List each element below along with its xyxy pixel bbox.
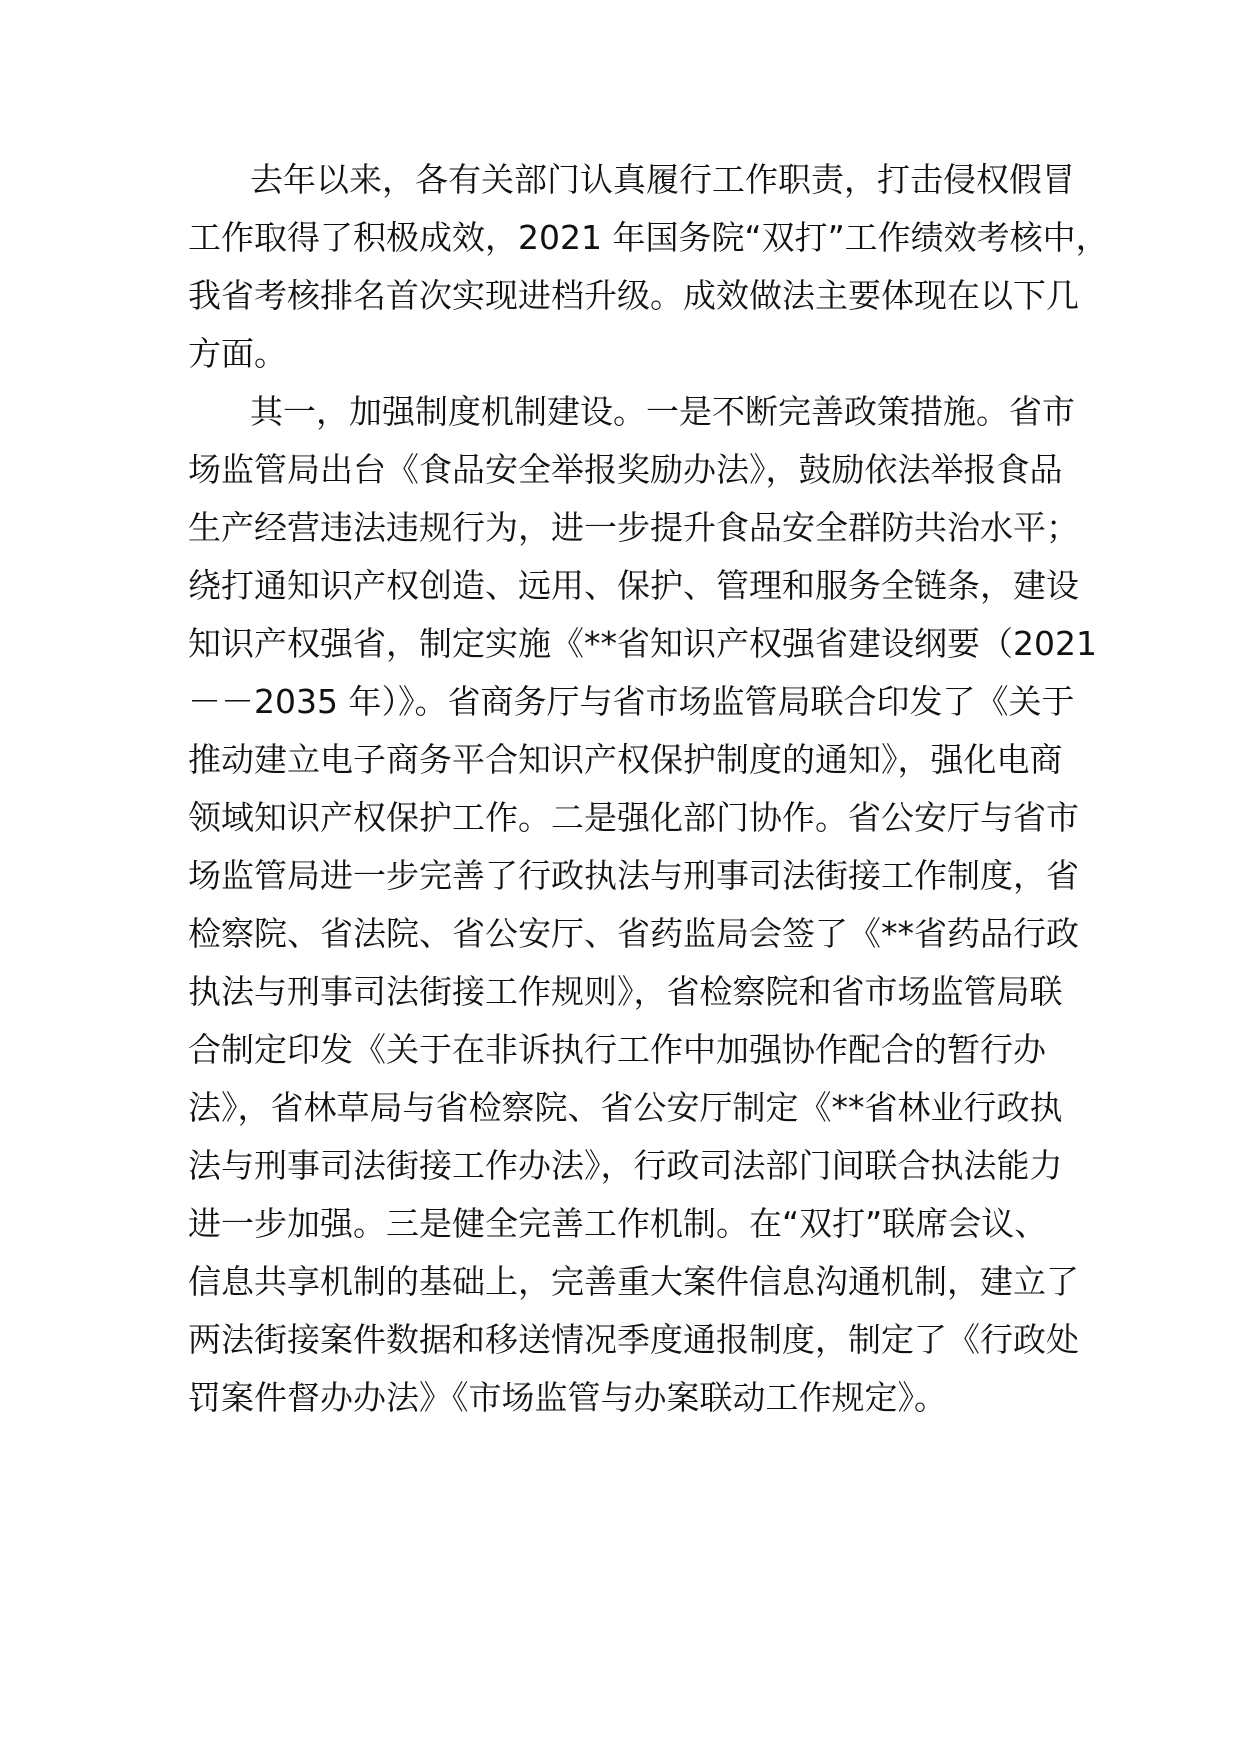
paragraph-2-line-8: 领域知识产权保护工作。二是强化部门协作。省公安厅与省市: [188, 798, 1079, 837]
paragraph-1-line-1: 去年以来，各有关部门认真履行工作职责，打击侵权假冒: [250, 160, 1075, 199]
paragraph-1-line-2: 工作取得了积极成效，2021 年国务院“双打”工作绩效考核中，: [188, 218, 1109, 257]
paragraph-2-line-14: 法与刑事司法街接工作办法》，行政司法部门间联合执法能力: [188, 1146, 1063, 1185]
paragraph-2-line-16: 信息共享机制的基础上，完善重大案件信息沟通机制，建立了: [188, 1262, 1079, 1301]
paragraph-1-line-4: 方面。: [188, 334, 287, 373]
paragraph-2-line-2: 场监管局出台《食品安全举报奖励办法》，鼓励依法举报食品: [188, 450, 1063, 489]
paragraph-2-line-18: 罚案件督办办法》《市场监管与办案联动工作规定》。: [188, 1378, 947, 1417]
paragraph-2-line-4: 绕打通知识产权创造、远用、保护、管理和服务全链条，建设: [188, 566, 1079, 605]
paragraph-2-line-15: 进一步加强。三是健全完善工作机制。在“双打”联席会议、: [188, 1204, 1048, 1243]
paragraph-2-line-17: 两法街接案件数据和移送情况季度通报制度，制定了《行政处: [188, 1320, 1079, 1359]
paragraph-1-line-3: 我省考核排名首次实现进档升级。成效做法主要体现在以下几: [188, 276, 1079, 315]
paragraph-2-line-3: 生产经营违法违规行为，进一步提升食品安全群防共治水平；: [188, 508, 1079, 547]
paragraph-2-line-10: 检察院、省法院、省公安厅、省药监局会签了《**省药品行政: [188, 914, 1079, 953]
paragraph-2-line-6: －－2035 年）》。省商务厅与省市场监管局联合印发了《关于: [188, 682, 1075, 721]
paragraph-2-line-7: 推动建立电子商务平合知识产权保护制度的通知》，强化电商: [188, 740, 1063, 779]
paragraph-2-line-13: 法》，省林草局与省检察院、省公安厅制定《**省林业行政执: [188, 1088, 1063, 1127]
paragraph-2-line-12: 合制定印发《关于在非诉执行工作中加强协作配合的暂行办: [188, 1030, 1046, 1069]
paragraph-2-line-9: 场监管局进一步完善了行政执法与刑事司法街接工作制度，省: [188, 856, 1079, 895]
paragraph-2-line-11: 执法与刑事司法街接工作规则》，省检察院和省市场监管局联: [188, 972, 1063, 1011]
paragraph-2-line-5: 知识产权强省，制定实施《**省知识产权强省建设纲要（2021: [188, 624, 1097, 663]
paragraph-2-line-1: 其一，加强制度机制建设。一是不断完善政策措施。省市: [250, 392, 1075, 431]
